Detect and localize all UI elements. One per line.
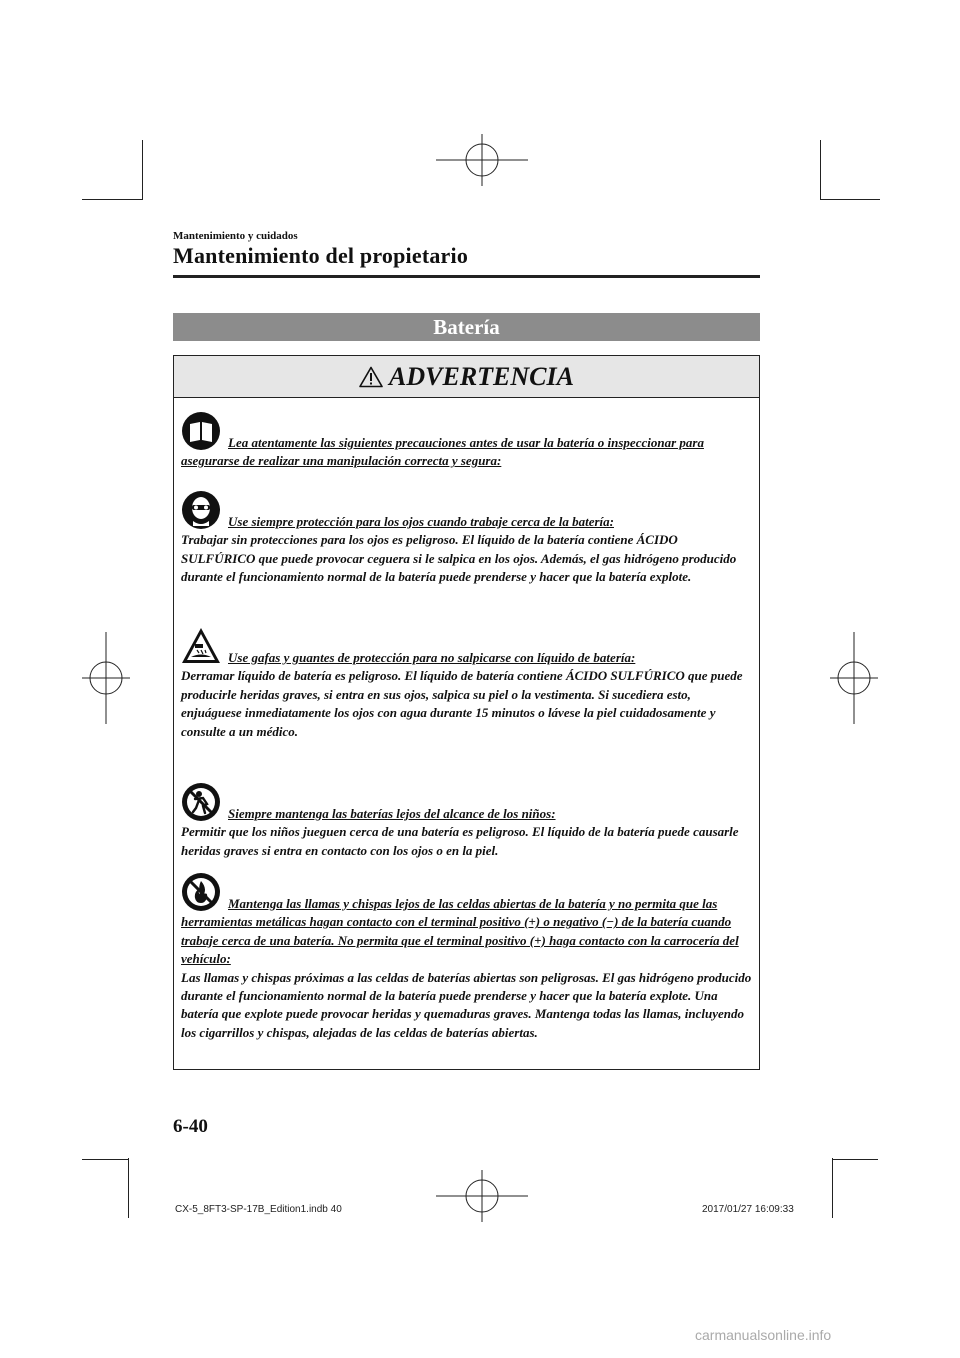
warning-header [174, 356, 759, 398]
keep-away-children-icon [181, 782, 221, 822]
page-number: 6-40 [173, 1116, 208, 1137]
read-manual-icon [181, 411, 221, 451]
section-label: Mantenimiento y cuidados [173, 230, 298, 242]
registration-mark-top [436, 134, 528, 186]
warning-title: ADVERTENCIA [389, 361, 574, 391]
warning-triangle-icon [359, 366, 383, 388]
watermark: carmanualsonline.info [695, 1327, 832, 1343]
acid-warning-icon [181, 626, 221, 666]
warning-box [173, 355, 760, 1070]
eye-protection-icon [181, 490, 221, 530]
warning-entry: Mantenga las llamas y chispas lejos de las celdas abiertas de la batería y no permita que las herramientas metálicas hagan contacto con el terminal positivo (+) o negativo (−) de la batería cuando trabaje cerca de una batería. No permita que el terminal positivo (+) haga contacto con la carrocería del vehículo: Las llamas y chispas próximas a las celdas de baterías abiertas son peligrosas. El gas hidrógeno producido durante el funcionamiento normal de la batería puede prenderse y hacer que la batería explote. Una batería que explote puede provocar heridas y quemaduras graves. Mantenga todas las llamas, incluyendo los cigarrillos y chispas, alejadas de las celdas de baterías abiertas. [181, 872, 753, 1042]
topic-title: Batería [433, 315, 500, 339]
registration-mark-left [82, 632, 130, 724]
registration-mark-right [830, 632, 878, 724]
title-divider [173, 275, 760, 278]
warning-entry: Lea atentamente las siguientes precauciones antes de usar la batería o inspeccionar para asegurarse de realizar una manipulación correcta y segura: [181, 411, 753, 471]
footer-file: CX-5_8FT3-SP-17B_Edition1.indb 40 [175, 1204, 342, 1215]
registration-mark-bottom [436, 1170, 528, 1222]
footer-timestamp: 2017/01/27 16:09:33 [702, 1204, 794, 1215]
warning-entry: Use gafas y guantes de protección para no salpicarse con líquido de batería: Derramar líquido de batería es peligroso. El líquido de batería contiene ÁCIDO SULFÚRICO que puede producirle heridas graves, si entra en sus ojos, salpica su piel o la vestimenta. Si sucediera esto, enjuáguese inmediatamente los ojos con agua durante 15 minutos o lávese la piel cuidadosamente y consulte a un médico. [181, 626, 753, 741]
page-title: Mantenimiento del propietario [173, 243, 469, 268]
no-flame-icon [181, 872, 221, 912]
topic-band [173, 313, 760, 341]
warning-entry: Siempre mantenga las baterías lejos del alcance de los niños: Permitir que los niños jueguen cerca de una batería es peligroso. El líquido de la batería puede causarle heridas graves si entra en contacto con los ojos o en la piel. [181, 782, 753, 860]
warning-entry: Use siempre protección para los ojos cuando trabaje cerca de la batería: Trabajar sin protecciones para los ojos es peligroso. El líquido de la batería contiene ÁCIDO SULFÚRICO que puede provocar ceguera si le salpica en los ojos. Además, el gas hidrógeno producido durante el funcionamiento normal de la batería puede prenderse y hacer que la batería explote. [181, 490, 753, 587]
